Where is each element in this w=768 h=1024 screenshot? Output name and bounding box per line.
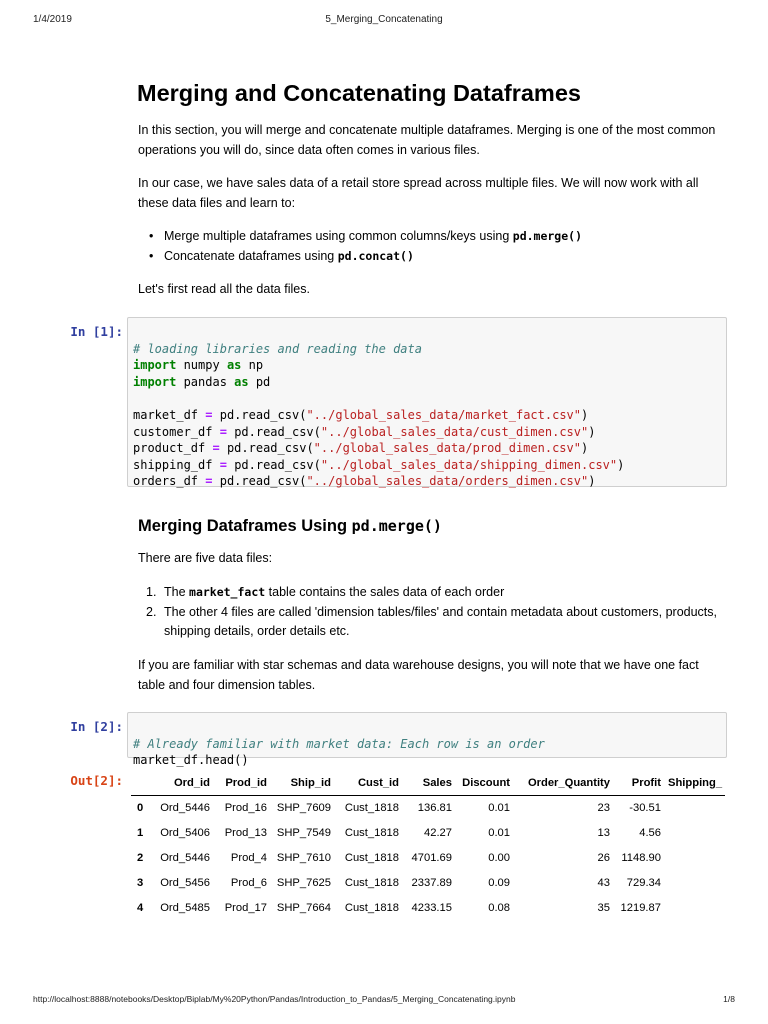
column-header: Sales: [402, 771, 455, 795]
list-item: 1. The market_fact table contains the sales data of each order: [146, 585, 505, 599]
code-cell-2[interactable]: # Already familiar with market data: Each row is an order market_df.head(): [127, 712, 727, 758]
inline-code: pd.concat(): [337, 248, 414, 263]
column-header: Profit: [613, 771, 664, 795]
data-files-list: [146, 583, 734, 642]
dataframe-output-table: [131, 771, 725, 920]
table-row: 2 Ord_5446 Prod_4 SHP_7610 Cust_1818 4701.69 0.00 26 1148.90: [137, 851, 661, 864]
column-header: Order_Quantity: [513, 771, 613, 795]
inline-code: pd.merge(): [512, 229, 583, 243]
table-row: 1 Ord_5406 Prod_13 SHP_7549 Cust_1818 42.27 0.01 13 4.56: [137, 826, 661, 839]
print-footer: [33, 994, 735, 1008]
inline-code: market_fact: [189, 585, 266, 599]
table-header-row: [131, 771, 725, 795]
table-row: 4 Ord_5485 Prod_17 SHP_7664 Cust_1818 4233.15 0.08 35 1219.87: [137, 901, 661, 914]
input-prompt-2: In [2]:: [70, 719, 123, 734]
list-item: 2. The other 4 files are called 'dimension tables/files' and contain metadata about customers, products, shipping details, order details etc.: [146, 604, 717, 638]
table-row: 3 Ord_5456 Prod_6 SHP_7625 Cust_1818 2337.89 0.09 43 729.34: [137, 876, 661, 889]
column-header: Cust_id: [334, 771, 402, 795]
section2-paragraph-1: There are five data files:: [138, 551, 273, 565]
print-date: 1/4/2019: [33, 14, 72, 25]
bullet-item-concat: • Concatenate dataframes using pd.concat(): [164, 247, 734, 267]
section2-paragraph-2: If you are familiar with star schemas and data warehouse designs, you will note that we have one fact table and four dimension tables.: [138, 658, 699, 692]
intro-paragraph-3: Let's first read all the data files.: [138, 282, 310, 296]
bullet-item-merge: • Merge multiple dataframes using common columns/keys using pd.merge(): [164, 227, 734, 247]
print-header: [33, 14, 735, 28]
code-cell-1[interactable]: # loading libraries and reading the data import numpy as np import pandas as pd market_df = pd.read_csv("../global_sales_data/market_fact.csv") customer_df = pd.read_csv("../global_sales_data/cust_dimen.csv") product_df = pd.read_csv("../global_sales_data/prod_dimen.csv") shipping_df = pd.read_csv("../global_sales_data/shipping_dimen.csv") orders_df = pd.read_csv("../global_sales_data/orders_dimen.csv"): [127, 317, 727, 487]
input-prompt-1: In [1]:: [70, 324, 123, 339]
column-header: Shipping_: [664, 771, 725, 795]
index-header: [131, 771, 153, 795]
output-prompt-2: Out[2]:: [70, 773, 123, 788]
column-header: Prod_id: [213, 771, 270, 795]
intro-bullet-list: [164, 227, 734, 266]
print-url: http://localhost:8888/notebooks/Desktop/Biplab/My%20Python/Pandas/Introduction_to_Pandas/5_Merging_Concatenating.ipynb: [33, 994, 516, 1004]
notebook-title: Merging and Concatenating Dataframes: [137, 80, 581, 106]
column-header: Ship_id: [270, 771, 334, 795]
column-header: Ord_id: [153, 771, 213, 795]
page-number: 1/8: [723, 994, 735, 1004]
intro-paragraph-1: In this section, you will merge and concatenate multiple dataframes. Merging is one of the most common operations you will do, since data often comes in various files.: [138, 123, 716, 157]
column-header: Discount: [455, 771, 513, 795]
section-heading-merge: Merging Dataframes Using pd.merge(): [138, 517, 442, 535]
print-doc-title: 5_Merging_Concatenating: [325, 14, 443, 25]
table-row: 0 Ord_5446 Prod_16 SHP_7609 Cust_1818 136.81 0.01 23 -30.51: [137, 801, 661, 814]
intro-paragraph-2: In our case, we have sales data of a retail store spread across multiple files. We will now work with all these data files and learn to:: [138, 176, 699, 210]
